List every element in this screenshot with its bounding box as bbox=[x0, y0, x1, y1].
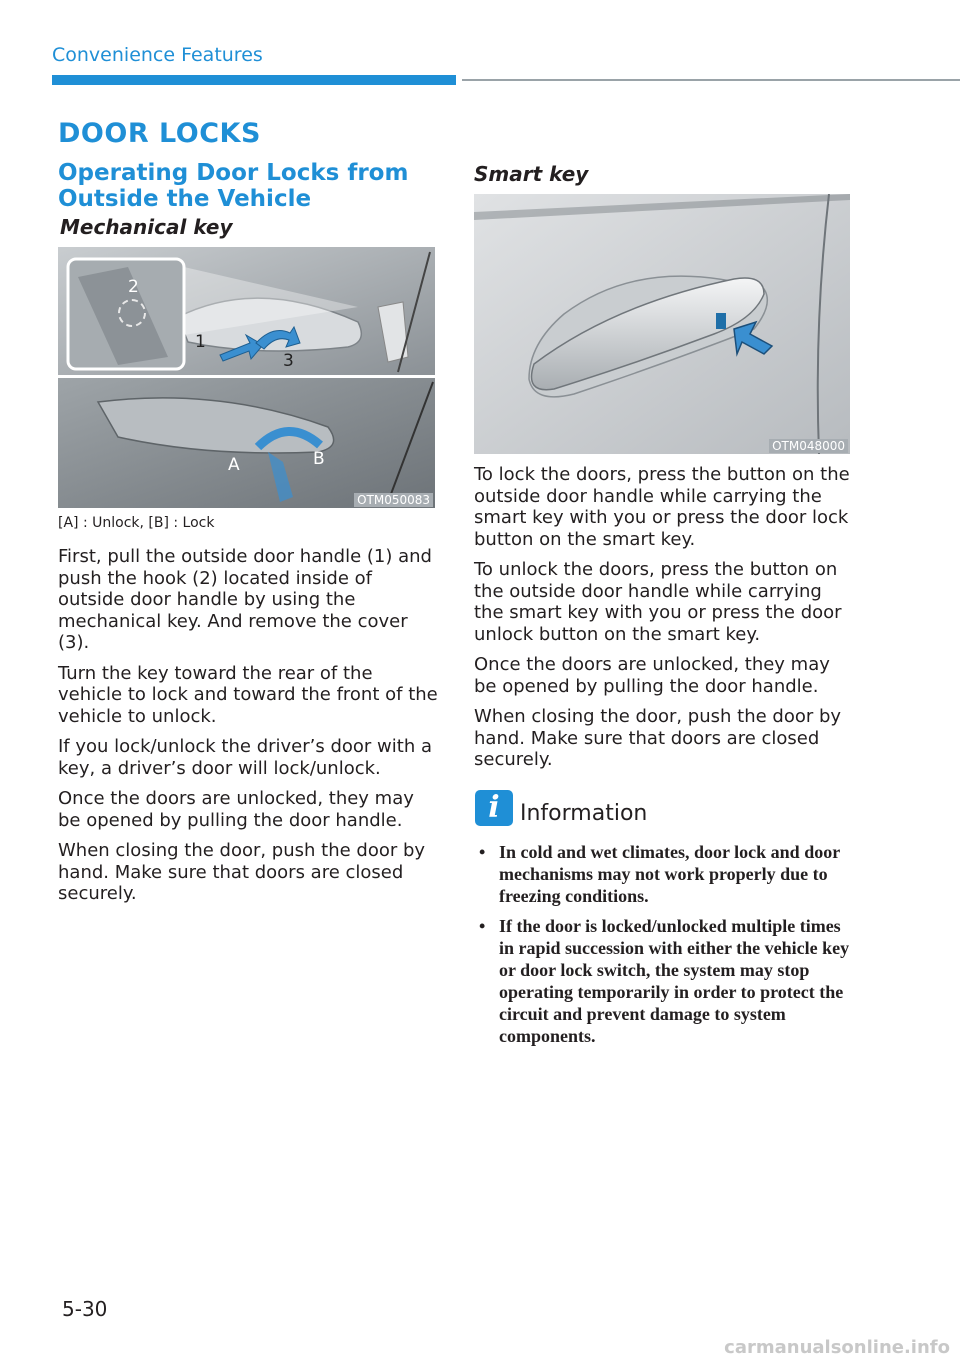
section-subtitle: Operating Door Locks from Outside the Vehicle bbox=[58, 160, 409, 212]
figure-caption: [A] : Unlock, [B] : Lock bbox=[58, 515, 215, 531]
door-handle-mechanical-illustration bbox=[58, 247, 435, 508]
door-handle-smart-illustration bbox=[474, 194, 850, 454]
callout-3: 3 bbox=[283, 351, 294, 371]
paragraph: When closing the door, push the door by hand. Make sure that doors are closed securely. bbox=[474, 706, 842, 770]
paragraph: Once the doors are unlocked, they may be opened by pulling the door handle. bbox=[58, 788, 414, 831]
paragraph: If you lock/unlock the driver’s door with a key, a driver’s door will lock/unlock. bbox=[58, 736, 432, 779]
callout-a: A bbox=[228, 455, 240, 475]
section-title: Convenience Features bbox=[52, 44, 263, 66]
figure-code: OTM048000 bbox=[769, 439, 848, 453]
header-accent-bar bbox=[52, 75, 456, 85]
mechanical-key-figure bbox=[58, 247, 435, 508]
paragraph: Turn the key toward the rear of the vehicle to lock and toward the front of the vehicle to unlock. bbox=[58, 662, 438, 727]
list-item: • In cold and wet climates, door lock and door mechanisms may not work properly due to freezing conditions. bbox=[474, 841, 854, 907]
callout-2: 2 bbox=[128, 277, 139, 297]
watermark: carmanualsonline.info bbox=[724, 1337, 950, 1358]
smart-key-heading: Smart key bbox=[474, 162, 589, 186]
figure-code: OTM050083 bbox=[354, 493, 433, 507]
info-icon: i bbox=[475, 790, 513, 826]
callout-1: 1 bbox=[195, 332, 206, 352]
paragraph: Once the doors are unlocked, they may be opened by pulling the door handle. bbox=[474, 654, 830, 697]
paragraph: First, pull the outside door handle (1) and push the hook (2) located inside of outside door handle by using the mechanical key. And remove the cover (3). bbox=[58, 546, 432, 653]
hook-highlight bbox=[118, 299, 146, 327]
header-divider bbox=[462, 79, 960, 81]
mechanical-key-heading: Mechanical key bbox=[60, 215, 233, 239]
information-list bbox=[474, 841, 854, 1055]
smart-key-instructions bbox=[474, 464, 850, 780]
page-title: DOOR LOCKS bbox=[58, 118, 261, 149]
paragraph: To unlock the doors, press the button on the outside door handle while carrying the smart key with you or press the door unlock button on the smart key. bbox=[474, 559, 842, 645]
information-title: Information bbox=[520, 801, 648, 826]
callout-b: B bbox=[313, 449, 325, 469]
list-item: • If the door is locked/unlocked multiple times in rapid succession with either the vehicle key or door lock switch, the system may stop operating temporarily in order to protect the circuit and prevent damage to system components. bbox=[474, 915, 854, 1047]
paragraph: When closing the door, push the door by hand. Make sure that doors are closed securely. bbox=[58, 840, 426, 904]
mechanical-key-instructions bbox=[58, 546, 440, 914]
page-number: 5-30 bbox=[62, 1297, 108, 1321]
smart-key-figure bbox=[474, 194, 850, 454]
paragraph: To lock the doors, press the button on the outside door handle while carrying the smart key with you or press the door lock button on the smart key. bbox=[474, 464, 850, 550]
